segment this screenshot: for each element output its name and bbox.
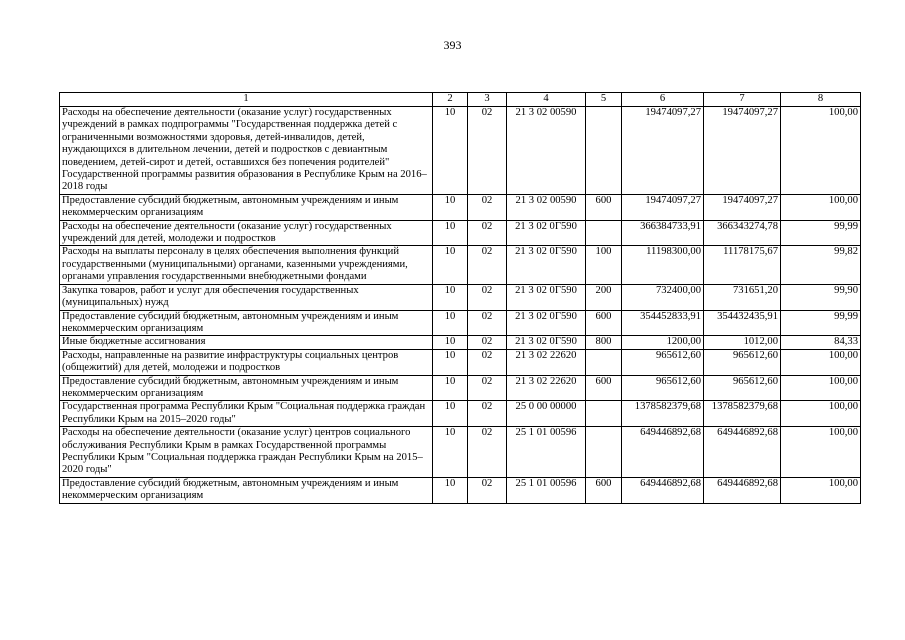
expense-name: Предоставление субсидий бюджетным, автономным учреждениям и иным некоммерческим организациям xyxy=(60,194,433,220)
execution-percent: 100,00 xyxy=(781,107,861,195)
table-row xyxy=(60,349,861,375)
planned-amount: 19474097,27 xyxy=(622,194,704,220)
planned-amount: 366384733,91 xyxy=(622,220,704,246)
column-header: 4 xyxy=(507,93,586,107)
expense-type xyxy=(586,427,622,478)
expense-type: 800 xyxy=(586,336,622,349)
target-article: 21 3 02 0Г590 xyxy=(507,246,586,284)
subsection-code: 02 xyxy=(468,284,507,310)
planned-amount: 965612,60 xyxy=(622,375,704,401)
subsection-code: 02 xyxy=(468,349,507,375)
section-code: 10 xyxy=(433,246,468,284)
executed-amount: 731651,20 xyxy=(704,284,781,310)
subsection-code: 02 xyxy=(468,107,507,195)
execution-percent: 100,00 xyxy=(781,349,861,375)
table-row xyxy=(60,477,861,503)
expense-type: 200 xyxy=(586,284,622,310)
expense-name: Расходы на выплаты персоналу в целях обеспечения выполнения функций государственными (муниципальными) органами, казенными учреждениями, органами управления государственными внебюджетными фондами xyxy=(60,246,433,284)
target-article: 25 0 00 00000 xyxy=(507,401,586,427)
section-code: 10 xyxy=(433,284,468,310)
section-code: 10 xyxy=(433,375,468,401)
table-row xyxy=(60,284,861,310)
execution-percent: 100,00 xyxy=(781,401,861,427)
table-row xyxy=(60,220,861,246)
expense-type: 600 xyxy=(586,375,622,401)
table-row xyxy=(60,310,861,336)
expense-name: Расходы, направленные на развитие инфраструктуры социальных центров (общежитий) для детей, молодежи и подростков xyxy=(60,349,433,375)
expense-type xyxy=(586,401,622,427)
expense-name: Предоставление субсидий бюджетным, автономным учреждениям и иным некоммерческим организациям xyxy=(60,375,433,401)
target-article: 21 3 02 0Г590 xyxy=(507,284,586,310)
section-code: 10 xyxy=(433,107,468,195)
column-header: 1 xyxy=(60,93,433,107)
expense-name: Расходы на обеспечение деятельности (оказание услуг) центров социального обслуживания Республики Крым в рамках Государственной программы Республики Крым "Социальная поддержка граждан Республики Крым на 2015–2020 годы" xyxy=(60,427,433,478)
planned-amount: 649446892,68 xyxy=(622,477,704,503)
execution-percent: 100,00 xyxy=(781,375,861,401)
budget-table xyxy=(59,92,861,504)
subsection-code: 02 xyxy=(468,336,507,349)
expense-name: Расходы на обеспечение деятельности (оказание услуг) государственных учреждений для детей, молодежи и подростков xyxy=(60,220,433,246)
section-code: 10 xyxy=(433,336,468,349)
column-header: 3 xyxy=(468,93,507,107)
executed-amount: 19474097,27 xyxy=(704,107,781,195)
execution-percent: 99,99 xyxy=(781,310,861,336)
expense-type: 600 xyxy=(586,477,622,503)
expense-name: Закупка товаров, работ и услуг для обеспечения государственных (муниципальных) нужд xyxy=(60,284,433,310)
subsection-code: 02 xyxy=(468,220,507,246)
table-row xyxy=(60,375,861,401)
planned-amount: 1200,00 xyxy=(622,336,704,349)
executed-amount: 965612,60 xyxy=(704,375,781,401)
expense-type xyxy=(586,107,622,195)
page-number: 393 xyxy=(443,38,462,52)
column-header: 2 xyxy=(433,93,468,107)
expense-type: 100 xyxy=(586,246,622,284)
expense-type: 600 xyxy=(586,310,622,336)
target-article: 25 1 01 00596 xyxy=(507,427,586,478)
target-article: 21 3 02 00590 xyxy=(507,194,586,220)
planned-amount: 11198300,00 xyxy=(622,246,704,284)
executed-amount: 19474097,27 xyxy=(704,194,781,220)
column-header: 7 xyxy=(704,93,781,107)
expense-type xyxy=(586,220,622,246)
section-code: 10 xyxy=(433,401,468,427)
executed-amount: 366343274,78 xyxy=(704,220,781,246)
section-code: 10 xyxy=(433,310,468,336)
column-header: 8 xyxy=(781,93,861,107)
column-header: 5 xyxy=(586,93,622,107)
subsection-code: 02 xyxy=(468,310,507,336)
expense-type xyxy=(586,349,622,375)
execution-percent: 100,00 xyxy=(781,194,861,220)
planned-amount: 354452833,91 xyxy=(622,310,704,336)
table-row xyxy=(60,246,861,284)
table-row xyxy=(60,427,861,478)
expense-name: Иные бюджетные ассигнования xyxy=(60,336,433,349)
execution-percent: 100,00 xyxy=(781,477,861,503)
expense-type: 600 xyxy=(586,194,622,220)
target-article: 21 3 02 0Г590 xyxy=(507,310,586,336)
executed-amount: 1378582379,68 xyxy=(704,401,781,427)
planned-amount: 1378582379,68 xyxy=(622,401,704,427)
executed-amount: 11178175,67 xyxy=(704,246,781,284)
column-header: 6 xyxy=(622,93,704,107)
subsection-code: 02 xyxy=(468,477,507,503)
target-article: 21 3 02 22620 xyxy=(507,375,586,401)
executed-amount: 354432435,91 xyxy=(704,310,781,336)
expense-name: Расходы на обеспечение деятельности (оказание услуг) государственных учреждений в рамках подпрограммы "Государственная поддержка детей с ограниченными возможностями здоровья, детей-инвалидов, детей, нуждающихся в длительном лечении, детей и подростков с девиантным поведением, детей-сирот и детей, оставшихся без попечения родителей" Государственной программы развития образования в Республике Крым на 2016–2018 годы xyxy=(60,107,433,195)
section-code: 10 xyxy=(433,194,468,220)
executed-amount: 649446892,68 xyxy=(704,477,781,503)
section-code: 10 xyxy=(433,220,468,246)
table-row xyxy=(60,336,861,349)
executed-amount: 649446892,68 xyxy=(704,427,781,478)
expense-name: Предоставление субсидий бюджетным, автономным учреждениям и иным некоммерческим организациям xyxy=(60,477,433,503)
target-article: 21 3 02 22620 xyxy=(507,349,586,375)
header-row xyxy=(60,93,861,107)
execution-percent: 99,90 xyxy=(781,284,861,310)
expense-name: Государственная программа Республики Крым "Социальная поддержка граждан Республики Крым на 2015–2020 годы" xyxy=(60,401,433,427)
subsection-code: 02 xyxy=(468,427,507,478)
subsection-code: 02 xyxy=(468,194,507,220)
target-article: 21 3 02 0Г590 xyxy=(507,336,586,349)
target-article: 25 1 01 00596 xyxy=(507,477,586,503)
executed-amount: 965612,60 xyxy=(704,349,781,375)
planned-amount: 732400,00 xyxy=(622,284,704,310)
expense-name: Предоставление субсидий бюджетным, автономным учреждениям и иным некоммерческим организациям xyxy=(60,310,433,336)
executed-amount: 1012,00 xyxy=(704,336,781,349)
table-row xyxy=(60,401,861,427)
subsection-code: 02 xyxy=(468,375,507,401)
target-article: 21 3 02 00590 xyxy=(507,107,586,195)
section-code: 10 xyxy=(433,427,468,478)
planned-amount: 19474097,27 xyxy=(622,107,704,195)
table-row xyxy=(60,194,861,220)
section-code: 10 xyxy=(433,477,468,503)
section-code: 10 xyxy=(433,349,468,375)
execution-percent: 100,00 xyxy=(781,427,861,478)
execution-percent: 84,33 xyxy=(781,336,861,349)
planned-amount: 649446892,68 xyxy=(622,427,704,478)
execution-percent: 99,82 xyxy=(781,246,861,284)
target-article: 21 3 02 0Г590 xyxy=(507,220,586,246)
subsection-code: 02 xyxy=(468,401,507,427)
table-row xyxy=(60,107,861,195)
execution-percent: 99,99 xyxy=(781,220,861,246)
subsection-code: 02 xyxy=(468,246,507,284)
planned-amount: 965612,60 xyxy=(622,349,704,375)
